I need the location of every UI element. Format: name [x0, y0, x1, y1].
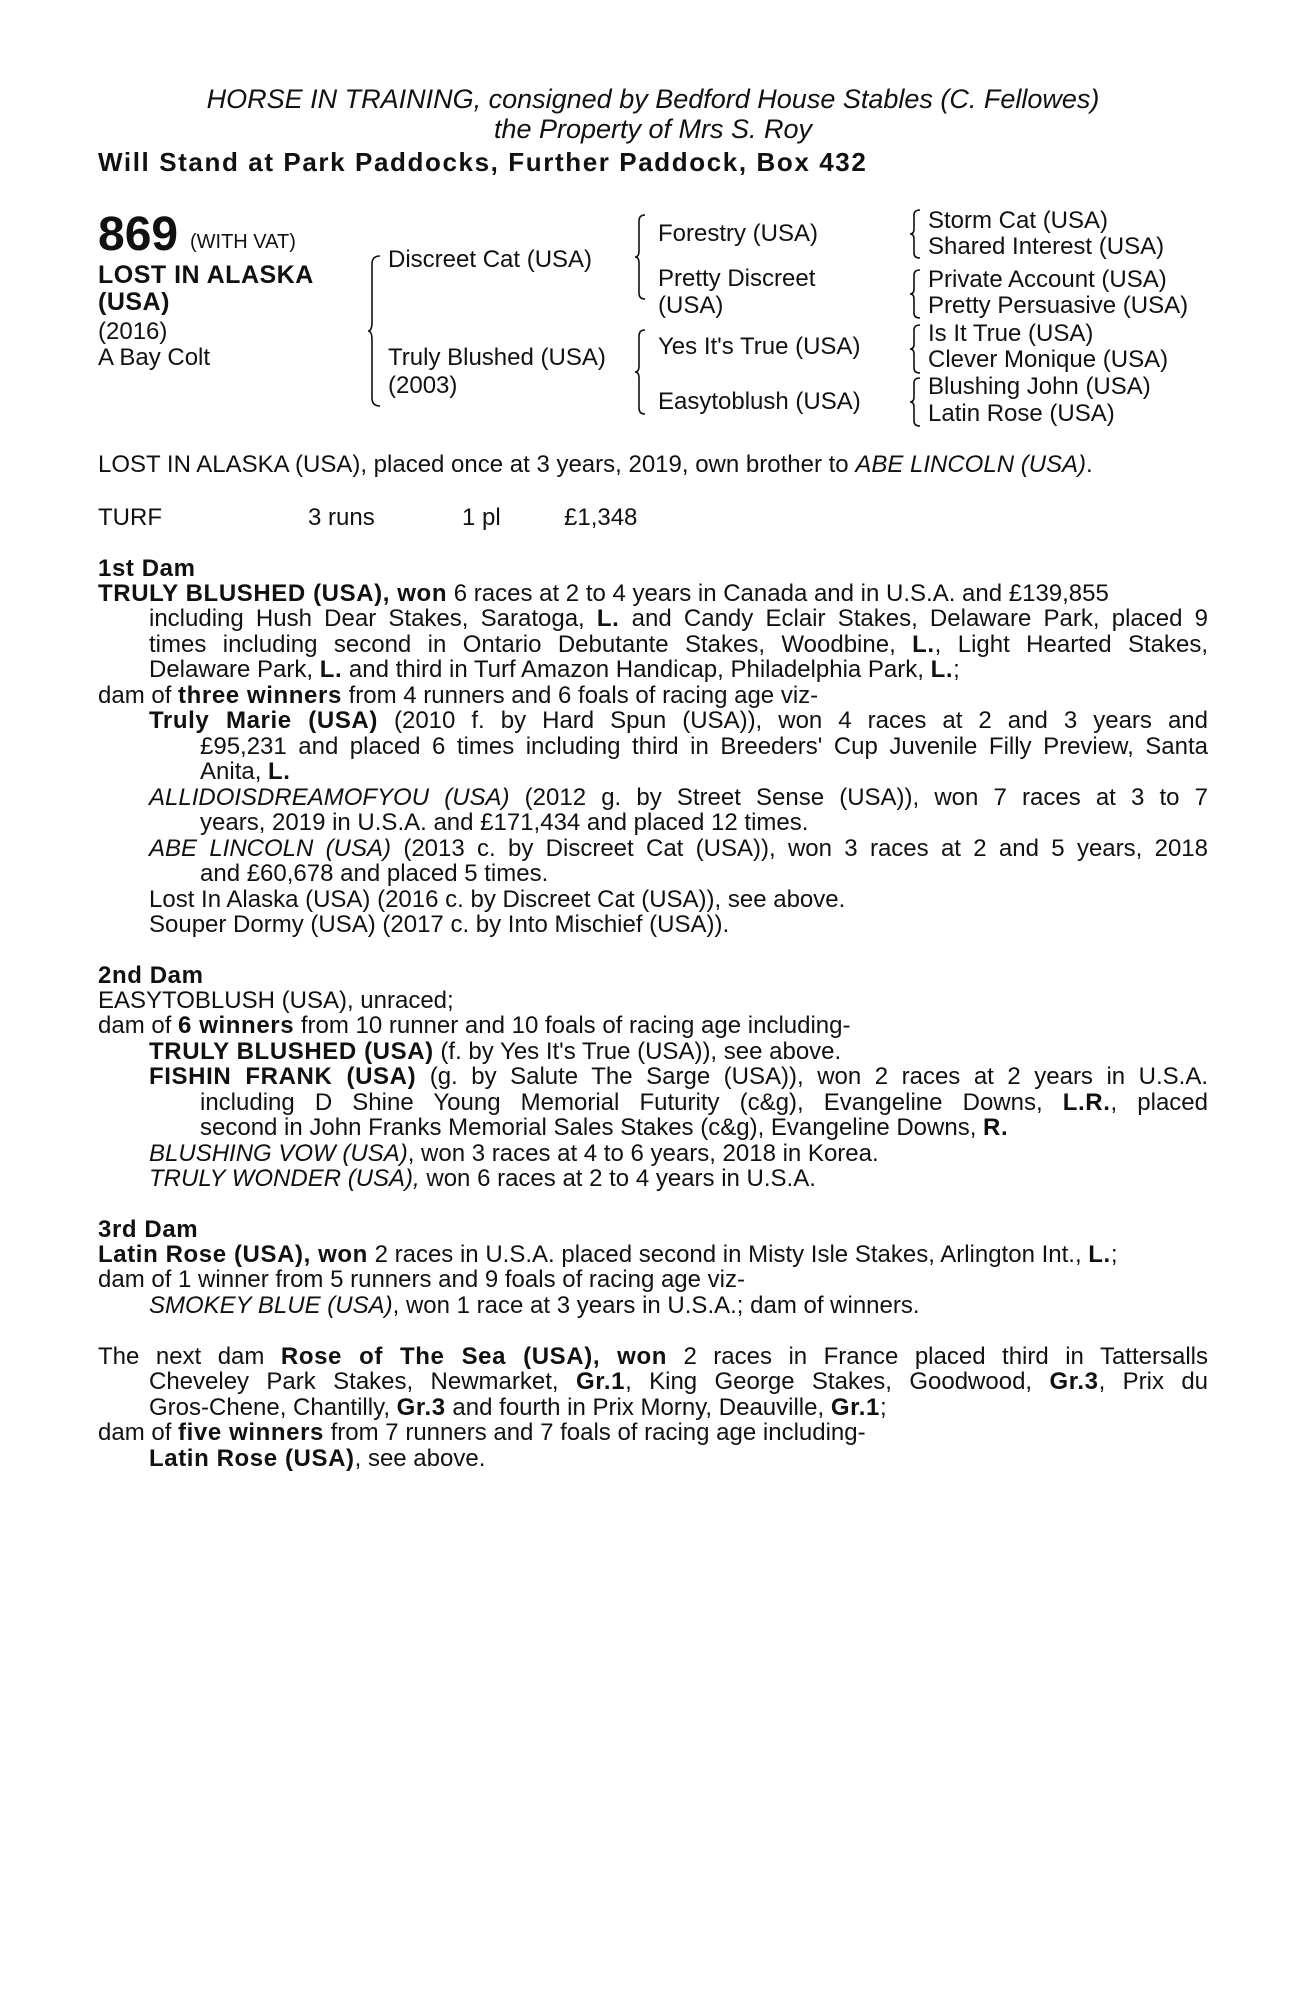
- dam-dam: Easytoblush (USA): [658, 388, 861, 415]
- first-dam-produce-line: dam of three winners from 4 runners and 6 foals of racing age viz-: [98, 682, 819, 709]
- produce-entry: TRULY BLUSHED (USA) (f. by Yes It's True (USA)), see above.: [149, 1038, 842, 1065]
- first-dam-line: TRULY BLUSHED (USA), won 6 races at 2 to 4 years in Canada and in U.S.A. and £139,855: [98, 580, 1109, 607]
- third-dam-produce-line: dam of 1 winner from 5 runners and 9 foals of racing age viz-: [98, 1266, 745, 1293]
- consignor-line: HORSE IN TRAINING, consigned by Bedford House Stables (C. Fellowes): [206, 84, 1100, 114]
- bracket-4: [910, 378, 922, 426]
- dsd: Clever Monique (USA): [928, 346, 1169, 373]
- vat-label: (WITH VAT): [190, 231, 296, 253]
- sss: Storm Cat (USA): [928, 207, 1109, 234]
- sdd: Pretty Persuasive (USA): [928, 292, 1189, 319]
- dss: Is It True (USA): [928, 320, 1094, 347]
- owner-line: the Property of Mrs S. Roy: [493, 114, 813, 144]
- brother-name: ABE LINCOLN (USA): [855, 451, 1087, 478]
- record-placed: 1 pl: [462, 504, 501, 531]
- second-dam-produce-line: dam of 6 winners from 10 runner and 10 foals of racing age including-: [98, 1012, 851, 1039]
- sire-line-bracket: [635, 215, 647, 299]
- section-heading: 2nd Dam: [98, 962, 204, 989]
- first-dam-line: times including second in Ontario Debutante Stakes, Woodbine, L., Light Hearted Stakes,: [149, 631, 1208, 658]
- summary-line: LOST IN ALASKA (USA), placed once at 3 years, 2019, own brother to ABE LINCOLN (USA).: [98, 451, 1093, 478]
- produce-entry: SMOKEY BLUE (USA), won 1 race at 3 years in U.S.A.; dam of winners.: [149, 1292, 920, 1319]
- bracket-3: [910, 325, 922, 373]
- produce-entry: Truly Marie (USA) (2010 f. by Hard Spun (USA)), won 4 races at 2 and 3 years and: [149, 707, 1208, 734]
- next-dam-line: Gros-Chene, Chantilly, Gr.3 and fourth in Prix Morny, Deauville, Gr.1;: [149, 1394, 887, 1421]
- ssd: Shared Interest (USA): [928, 233, 1165, 260]
- foaling-year: (2016): [98, 318, 168, 345]
- sire-sire: Forestry (USA): [658, 220, 819, 247]
- first-dam-line: including Hush Dear Stakes, Saratoga, L. and Candy Eclair Stakes, Delaware Park, placed 9: [149, 605, 1209, 632]
- sire-dam-bracket: [368, 256, 382, 406]
- location-line: Will Stand at Park Paddocks, Further Paddock, Box 432: [98, 147, 868, 177]
- produce-entry: ALLIDOISDREAMOFYOU (USA) (2012 g. by Street Sense (USA)), won 7 races at 3 to 7: [149, 784, 1208, 811]
- sire-dam-origin: (USA): [658, 292, 724, 319]
- lot-number: 869: [98, 208, 179, 261]
- produce-entry: Lost In Alaska (USA) (2016 c. by Discreet Cat (USA)), see above.: [149, 886, 846, 913]
- produce-entry: TRULY WONDER (USA), won 6 races at 2 to 4 years in U.S.A.: [149, 1165, 816, 1192]
- dam-sire: Yes It's True (USA): [658, 333, 861, 360]
- sire: Discreet Cat (USA): [388, 246, 593, 273]
- horse-name: LOST IN ALASKA (USA): [98, 261, 313, 316]
- dam-line-bracket: [635, 330, 647, 414]
- horse-description: A Bay Colt: [98, 344, 211, 371]
- produce-entry: FISHIN FRANK (USA) (g. by Salute The Sarge (USA)), won 2 races at 2 years in U.S.A.: [149, 1063, 1209, 1090]
- sds: Private Account (USA): [928, 266, 1167, 293]
- record-runs: 3 runs: [308, 504, 375, 531]
- next-dam-line: Cheveley Park Stakes, Newmarket, Gr.1, King George Stakes, Goodwood, Gr.3, Prix du: [149, 1368, 1209, 1395]
- catalogue-page: [98, 0, 1208, 2000]
- section-heading: 1st Dam: [98, 555, 196, 582]
- produce-entry: BLUSHING VOW (USA), won 3 races at 4 to 6 years, 2018 in Korea.: [149, 1140, 879, 1167]
- dds: Blushing John (USA): [928, 373, 1151, 400]
- dam: Truly Blushed (USA): [388, 344, 606, 371]
- produce-entry: second in John Franks Memorial Sales Stakes (c&g), Evangeline Downs, R.: [200, 1114, 1009, 1141]
- produce-entry: Anita, L.: [200, 758, 291, 785]
- third-dam-line: Latin Rose (USA), won 2 races in U.S.A. placed second in Misty Isle Stakes, Arlington Int., L.;: [98, 1241, 1118, 1268]
- first-dam-line: Delaware Park, L. and third in Turf Amazon Handicap, Philadelphia Park, L.;: [149, 656, 960, 683]
- sire-dam: Pretty Discreet: [658, 265, 816, 292]
- produce-entry: ABE LINCOLN (USA) (2013 c. by Discreet Cat (USA)), won 3 races at 2 and 5 years, 2018: [149, 835, 1209, 862]
- ddd: Latin Rose (USA): [928, 400, 1115, 427]
- produce-entry: years, 2019 in U.S.A. and £171,434 and placed 12 times.: [200, 809, 809, 836]
- second-dam-line: EASYTOBLUSH (USA), unraced;: [98, 987, 454, 1014]
- produce-entry: Souper Dormy (USA) (2017 c. by Into Mischief (USA)).: [149, 911, 730, 938]
- record-surface: TURF: [98, 504, 162, 531]
- produce-entry: £95,231 and placed 6 times including third in Breeders' Cup Juvenile Filly Preview, Santa: [200, 733, 1208, 760]
- produce-entry: and £60,678 and placed 5 times.: [200, 860, 549, 887]
- bracket-1: [910, 210, 922, 258]
- record-earnings: £1,348: [564, 504, 638, 531]
- next-dam-produce-line: dam of five winners from 7 runners and 7 foals of racing age including-: [98, 1419, 866, 1446]
- section-heading: 3rd Dam: [98, 1216, 199, 1243]
- produce-entry: including D Shine Young Memorial Futurity (c&g), Evangeline Downs, L.R., placed: [200, 1089, 1209, 1116]
- bracket-2: [910, 270, 922, 318]
- produce-entry: Latin Rose (USA), see above.: [149, 1445, 486, 1472]
- dam-year: (2003): [388, 372, 458, 399]
- next-dam-line: The next dam Rose of The Sea (USA), won 2 races in France placed third in Tattersalls: [98, 1343, 1208, 1370]
